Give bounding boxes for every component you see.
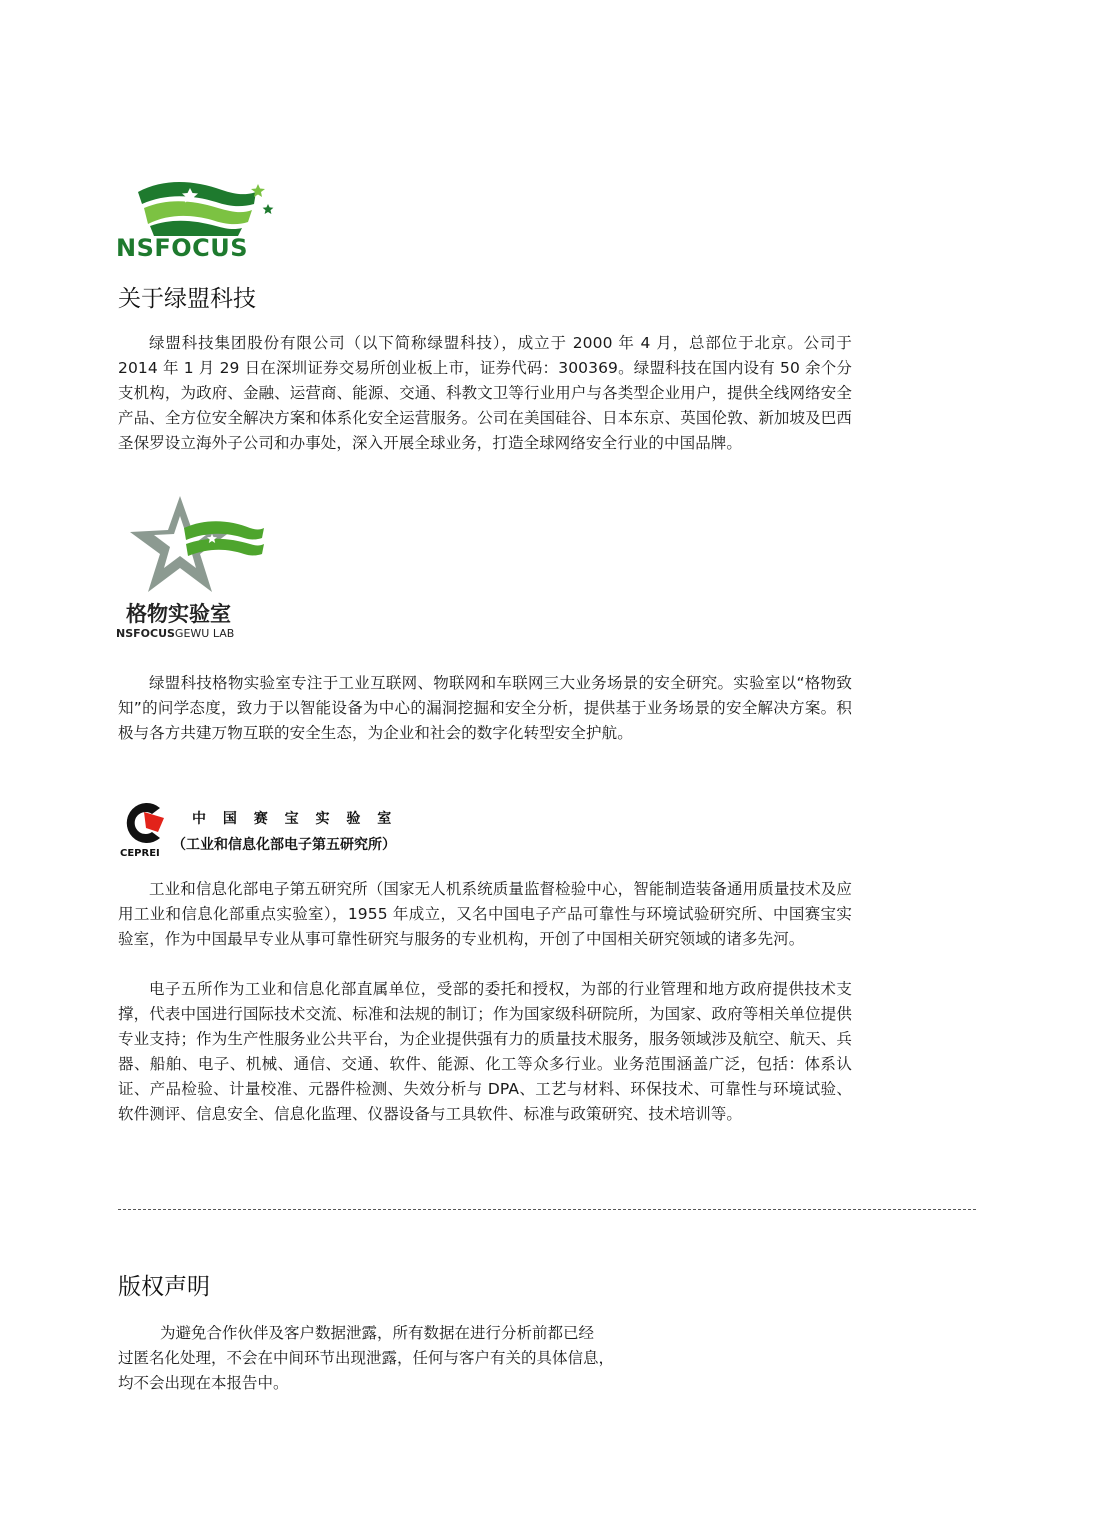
copyright-line-2: 过匿名化处理，不会在中间环节出现泄露，任何与客户有关的具体信息，	[118, 1349, 615, 1367]
nsfocus-wordmark: NSFOCUS	[116, 234, 249, 262]
copyright-line-3: 均不会出现在本报告中。	[118, 1374, 289, 1392]
about-heading: 关于绿盟科技	[118, 286, 256, 312]
copyright-line-1: 为避免合作伙伴及客户数据泄露，所有数据在进行分析前都已经	[160, 1324, 595, 1342]
gewu-lab-title: 格物实验室	[126, 602, 231, 626]
gewu-paragraph: 绿盟科技格物实验室专注于工业互联网、物联网和车联网三大业务场景的安全研究。实验室以“格物致知”的问学态度，致力于以智能设备为中心的漏洞挖掘和安全分析，提供基于业务场景的安全解决方案。积极与各方共建万物互联的安全生态，为企业和社会的数字化转型安全护航。	[118, 674, 852, 742]
section-divider	[118, 1209, 976, 1210]
nsfocus-flag-icon	[134, 174, 284, 236]
copyright-text	[118, 1321, 678, 1396]
ceprei-title: 中 国 赛 宝 实 验 室	[192, 811, 398, 827]
gewu-lab-logo	[116, 494, 276, 644]
ceprei-abbr: CEPREI	[120, 848, 160, 859]
star-flag-icon	[122, 494, 272, 598]
gewu-lab-subtitle	[116, 627, 234, 640]
about-paragraph: 绿盟科技集团股份有限公司（以下简称绿盟科技），成立于 2000 年 4 月，总部位于北京。公司于 2014 年 1 月 29 日在深圳证券交易所创业板上市，证券代码：300369。绿盟科技在国内设有 50 余个分支机构，为政府、金融、运营商、能源、交通、科教文卫等行业用户与各类型企业用户，提供全线网络安全产品、全方位安全解决方案和体系化安全运营服务。公司在美国硅谷、日本东京、英国伦敦、新加坡及巴西圣保罗设立海外子公司和办事处，深入开展全球业务，打造全球网络安全行业的中国品牌。	[118, 334, 852, 452]
ceprei-subtitle: （工业和信息化部电子第五研究所）	[172, 837, 396, 853]
ceprei-paragraph-1: 工业和信息化部电子第五研究所（国家无人机系统质量监督检验中心，智能制造装备通用质量技术及应用工业和信息化部重点实验室），1955 年成立，又名中国电子产品可靠性与环境试验研究所、中国赛宝实验室，作为中国最早专业从事可靠性研究与服务的专业机构，开创了中国相关研究领域的诸多先河。	[118, 880, 852, 948]
ceprei-emblem-icon	[120, 798, 170, 848]
gewu-sub-bold: NSFOCUS	[116, 627, 175, 640]
gewu-sub-light: GEWU LAB	[174, 627, 235, 640]
nsfocus-logo	[116, 172, 276, 262]
ceprei-logo	[118, 796, 438, 862]
ceprei-paragraph-2: 电子五所作为工业和信息化部直属单位，受部的委托和授权，为部的行业管理和地方政府提供技术支撑，代表中国进行国际技术交流、标准和法规的制订；作为国家级科研院所，为国家、政府等相关单位提供专业支持；作为生产性服务业公共平台，为企业提供强有力的质量技术服务，服务领域涉及航空、航天、兵器、船舶、电子、机械、通信、交通、软件、能源、化工等众多行业。业务范围涵盖广泛，包括：体系认证、产品检验、计量校准、元器件检测、失效分析与 DPA、工艺与材料、环保技术、可靠性与环境试验、软件测评、信息安全、信息化监理、仪器设备与工具软件、标准与政策研究、技术培训等。	[118, 980, 852, 1123]
copyright-heading: 版权声明	[118, 1274, 210, 1300]
